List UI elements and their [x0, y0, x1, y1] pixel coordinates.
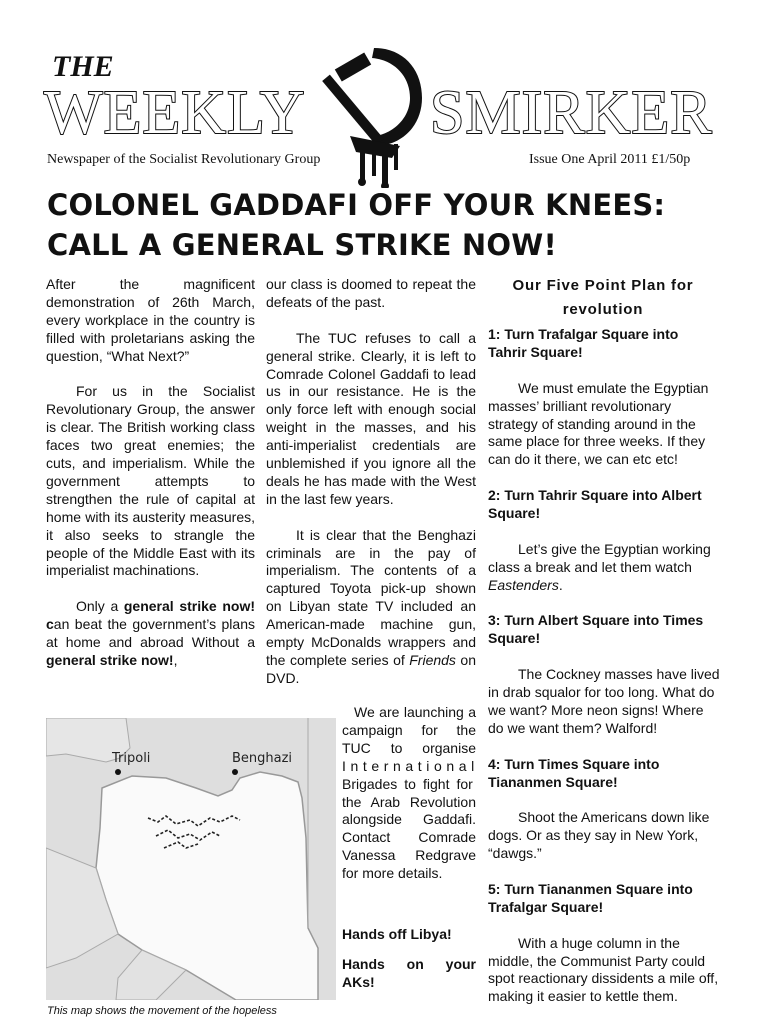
map-label-tripoli: Tripoli	[112, 751, 151, 766]
masthead-smirker: SMIRKER	[430, 79, 713, 147]
plan-item-3	[488, 612, 720, 737]
plan-item-1	[488, 326, 720, 469]
plan-body-4: Shoot the Americans down like dogs. Or as they say in New York, “dawgs.”	[488, 809, 710, 862]
col2-paragraph-3: It is clear that the Benghazi criminals are in the pay of imperialism. The contents of a captured Toyota pick-up shown on Libyan state TV included an American-made machine gun, empty McDonalds wrappers and the complete series of Friends on DVD.	[266, 526, 476, 686]
article-column-1	[46, 276, 255, 688]
article-column-2	[266, 276, 476, 706]
plan-body-5: With a huge column in the middle, the Communist Party could spot reactionary dissidents a mile off, making it easier to kettle them.	[488, 934, 719, 1005]
plan-column	[488, 326, 720, 1024]
plan-heading-2: 2: Turn Tahrir Square into Albert Square!	[488, 487, 702, 522]
col1-paragraph-3: Only a general strike now! can beat the government’s plans at home and abroad Without a general strike now!,	[46, 598, 255, 668]
slogan-hands-on-aks: Hands on your	[342, 956, 476, 972]
plan-body-1: We must emulate the Egyptian masses’ brilliant revolutionary strategy of standing around in the same place for three weeks. If they can do it there, we can etc etc!	[488, 379, 709, 468]
plan-body-2: Let’s give the Egyptian working class a break and let them watch Eastenders.	[488, 540, 711, 593]
plan-heading-5: 5: Turn Tiananmen Square into Trafalgar Square!	[488, 880, 693, 915]
col2-paragraph-1: our class is doomed to repeat the defeats of the past.	[266, 276, 476, 310]
libya-map-graphic	[46, 718, 336, 1000]
headline-line2: CALL A GENERAL STRIKE NOW!	[47, 228, 557, 262]
plan-heading-3: 3: Turn Albert Square into Times Square!	[488, 612, 704, 647]
col1-paragraph-2: For us in the Socialist Revolutionary Group, the answer is clear. The British working class faces two great enemies; the cuts, and imperialism. While the government attempts to strengthen the rule of capital at home with its austerity measures, it also seeks to strangle the people of the Middle East with its imperialist machinations.	[46, 383, 255, 579]
col1-paragraph-1: After the magnificent demonstration of 26th March, every workplace in the country is filled with proletarians asking the question, “What Next?”	[46, 276, 255, 364]
plan-title: Our Five Point Plan for revolution	[512, 277, 694, 318]
col2-paragraph-2: The TUC refuses to call a general strike. Clearly, it is left to Comrade Colonel Gaddafi to lead us in our resistance. He is the only force left with enough social weight in the masses, and his anti-imperialist credentials are unblemished if you ignore all the deals he has made with the West in the last few years.	[266, 329, 476, 507]
map-label-benghazi: Benghazi	[232, 751, 293, 766]
headline-line1: COLONEL GADDAFI OFF YOUR KNEES:	[47, 188, 666, 222]
plan-heading-1: 1: Turn Trafalgar Square into Tahrir Square!	[488, 326, 679, 360]
hammer-and-sickle-logo	[322, 40, 430, 188]
map-caption: This map shows the movement of the hopeless	[47, 1005, 277, 1017]
plan-item-4	[488, 756, 720, 863]
plan-body-3: The Cockney masses have lived in drab squalor for too long. What do we want? More neon signs! Where do we want them? Walford!	[488, 666, 720, 736]
col2-campaign-paragraph: We are launching a campaign for the TUC to organise International Brigades to fight for the Arab Revolution alongside Gaddafi. Contact Comrade Vanessa Redgrave for more details.	[342, 704, 479, 882]
plan-item-2	[488, 487, 720, 594]
libya-map	[46, 718, 336, 1000]
plan-item-5	[488, 881, 720, 1006]
masthead-issue: Issue One April 2011 £1/50p	[529, 152, 691, 167]
slogan-hands-off-libya: Hands off Libya!	[342, 926, 452, 942]
masthead-the: THE	[52, 50, 114, 83]
plan-heading-4: 4: Turn Times Square into Tiananmen Square!	[488, 755, 660, 790]
masthead-weekly: WEEKLY	[44, 79, 306, 147]
slogan-aks: AKs!	[342, 974, 375, 990]
masthead-tagline: Newspaper of the Socialist Revolutionary Group	[47, 152, 321, 167]
